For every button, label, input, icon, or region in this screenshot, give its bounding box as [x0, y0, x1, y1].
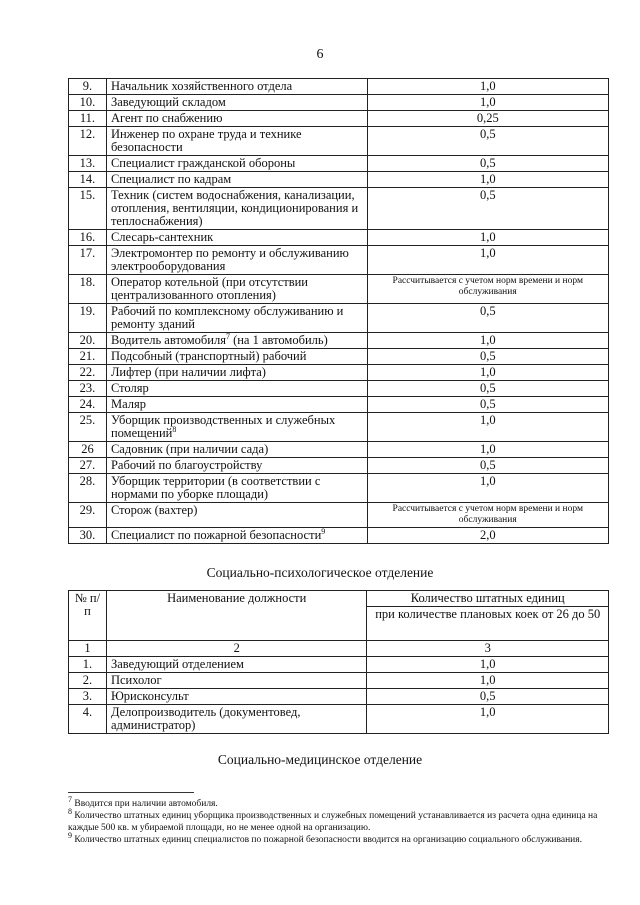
column-number-1: 1 — [69, 641, 107, 657]
position-name-text: Оператор котельной (при отсутствии централизованного отопления) — [110, 275, 308, 302]
position-name-text: Лифтер (при наличии лифта) — [110, 365, 266, 379]
position-name-suffix: (на 1 автомобиль) — [229, 333, 328, 347]
staff-units: 1,0 — [367, 79, 608, 95]
row-number: 19. — [69, 304, 107, 333]
header-planned-beds: при количестве плановых коек от 26 до 50 — [367, 607, 609, 641]
row-number: 30. — [69, 528, 107, 544]
position-name — [106, 304, 367, 333]
row-number: 14. — [69, 172, 107, 188]
position-name: Юрисконсульт — [106, 689, 367, 705]
table-row — [69, 246, 609, 275]
row-number: 11. — [69, 111, 107, 127]
table-row — [69, 172, 609, 188]
staff-units: 0,5 — [367, 397, 608, 413]
table-row — [69, 349, 609, 365]
position-name-text: Специалист по кадрам — [110, 172, 232, 186]
row-number: 4. — [69, 705, 107, 734]
footnote-ref: 9 — [321, 526, 326, 536]
page-number: 6 — [316, 47, 324, 62]
position-name-text: Электромонтер по ремонту и обслуживанию электрооборудования — [110, 246, 349, 273]
staff-units: 0,5 — [367, 156, 608, 172]
row-number: 29. — [69, 503, 107, 528]
footnote-ref: 7 — [225, 331, 230, 341]
staff-units: 1,0 — [367, 705, 609, 734]
table-row — [69, 156, 609, 172]
table-row — [69, 365, 609, 381]
footnote-text: Количество штатных единиц уборщика производственных и служебных помещений устанавливается из расчета одна единица на каждые 500 кв. м убираемой площади, но не менее одной на организацию. — [68, 811, 598, 833]
position-name-text: Агент по снабжению — [110, 111, 223, 125]
footnote-divider — [68, 792, 194, 793]
table-row — [69, 230, 609, 246]
position-name — [106, 381, 367, 397]
table-row — [69, 333, 609, 349]
row-number: 18. — [69, 275, 107, 304]
position-name-text: Сторож (вахтер) — [110, 503, 198, 517]
position-name-text: Рабочий по благоустройству — [110, 458, 263, 472]
staff-units: 1,0 — [367, 95, 608, 111]
position-name — [106, 365, 367, 381]
staff-units: 2,0 — [367, 528, 608, 544]
staff-units: 1,0 — [367, 172, 608, 188]
table-row — [69, 397, 609, 413]
row-number: 12. — [69, 127, 107, 156]
position-name — [106, 528, 367, 544]
table-row — [69, 111, 609, 127]
position-name-text: Рабочий по комплексному обслуживанию и ремонту зданий — [110, 304, 344, 331]
position-name — [106, 458, 367, 474]
table-row — [69, 442, 609, 458]
table-row — [69, 304, 609, 333]
row-number: 26 — [69, 442, 107, 458]
row-number: 22. — [69, 365, 107, 381]
position-name: Психолог — [106, 673, 367, 689]
section-heading-social-psychological: Социально-психологическое отделение — [206, 565, 434, 580]
header-staff-quantity: Количество штатных единиц — [367, 591, 609, 607]
position-name — [106, 503, 367, 528]
staff-units: 0,5 — [367, 381, 608, 397]
row-number: 17. — [69, 246, 107, 275]
position-name — [106, 246, 367, 275]
table-row — [69, 474, 609, 503]
position-name — [106, 111, 367, 127]
row-number: 16. — [69, 230, 107, 246]
staff-units: 1,0 — [367, 474, 608, 503]
position-name-text: Начальник хозяйственного отдела — [110, 79, 293, 93]
position-name: Заведующий отделением — [106, 657, 367, 673]
position-name-text: Уборщик территории (в соответствии с нормами по уборке площади) — [110, 474, 321, 501]
position-name — [106, 172, 367, 188]
position-name-text: Слесарь-сантехник — [110, 230, 214, 244]
staff-units: Рассчитывается с учетом норм времени и норм обслуживания — [367, 503, 608, 528]
staff-units: 1,0 — [367, 230, 608, 246]
table-row — [69, 79, 609, 95]
footnote-text: Вводится при наличии автомобиля. — [72, 799, 218, 809]
column-number-3: 3 — [367, 641, 609, 657]
row-number: 21. — [69, 349, 107, 365]
position-name — [106, 127, 367, 156]
staff-units: 0,5 — [367, 689, 609, 705]
staff-table-continued — [68, 78, 609, 544]
table-row — [69, 275, 609, 304]
row-number: 25. — [69, 413, 107, 442]
position-name-text: Подсобный (транспортный) рабочий — [110, 349, 307, 363]
staff-units: 0,25 — [367, 111, 608, 127]
position-name — [106, 349, 367, 365]
position-name-text: Водитель автомобиля — [110, 333, 226, 347]
position-name-text: Столяр — [110, 381, 149, 395]
row-number: 15. — [69, 188, 107, 230]
header-number: № п/п — [69, 591, 107, 641]
position-name — [106, 156, 367, 172]
staff-units: 1,0 — [367, 442, 608, 458]
staff-units: 0,5 — [367, 127, 608, 156]
table-row — [69, 657, 609, 673]
header-position-name: Наименование должности — [106, 591, 367, 641]
staff-units: 1,0 — [367, 333, 608, 349]
footnote — [68, 830, 608, 846]
table-row — [69, 381, 609, 397]
row-number: 27. — [69, 458, 107, 474]
row-number: 23. — [69, 381, 107, 397]
position-name — [106, 188, 367, 230]
table-row — [69, 127, 609, 156]
row-number: 3. — [69, 689, 107, 705]
footnote — [68, 794, 608, 810]
row-number: 28. — [69, 474, 107, 503]
footnote-text: Количество штатных единиц специалистов по пожарной безопасности вводится на организацию социального обслуживания. — [72, 835, 582, 845]
position-name-text: Техник (систем водоснабжения, канализации, отопления, вентиляции, кондиционирования и теплоснабжения) — [110, 188, 359, 228]
table-row — [69, 673, 609, 689]
staff-units: 1,0 — [367, 657, 609, 673]
table-row — [69, 528, 609, 544]
position-name — [106, 474, 367, 503]
table-row — [69, 95, 609, 111]
footnote-mark: 8 — [68, 806, 72, 816]
table-row — [69, 689, 609, 705]
staff-units: 1,0 — [367, 413, 608, 442]
table-row — [69, 705, 609, 734]
staff-units: 1,0 — [367, 673, 609, 689]
staff-units: 0,5 — [367, 349, 608, 365]
position-name: Делопроизводитель (документовед, администратор) — [106, 705, 367, 734]
row-number: 1. — [69, 657, 107, 673]
position-name — [106, 442, 367, 458]
position-name-text: Садовник (при наличии сада) — [110, 442, 269, 456]
staff-units: 1,0 — [367, 246, 608, 275]
footnote — [68, 806, 608, 834]
section-heading-social-medical: Социально-медицинское отделение — [217, 752, 423, 767]
position-name — [106, 95, 367, 111]
footnotes — [68, 794, 608, 846]
row-number: 10. — [69, 95, 107, 111]
row-number: 24. — [69, 397, 107, 413]
position-name — [106, 79, 367, 95]
social-psychological-staff-table — [68, 590, 609, 734]
position-name-text: Уборщик производственных и служебных помещений — [110, 413, 336, 440]
position-name-text: Специалист гражданской обороны — [110, 156, 296, 170]
position-name — [106, 275, 367, 304]
position-name-text: Заведующий складом — [110, 95, 226, 109]
staff-units: 0,5 — [367, 304, 608, 333]
column-number-2: 2 — [106, 641, 367, 657]
table-row — [69, 413, 609, 442]
table-row — [69, 458, 609, 474]
row-number: 9. — [69, 79, 107, 95]
position-name — [106, 397, 367, 413]
footnote-ref: 8 — [172, 424, 177, 434]
row-number: 2. — [69, 673, 107, 689]
table-row — [69, 503, 609, 528]
staff-units: 1,0 — [367, 365, 608, 381]
staff-units: Рассчитывается с учетом норм времени и норм обслуживания — [367, 275, 608, 304]
position-name-text: Специалист по пожарной безопасности — [110, 528, 322, 542]
staff-units: 0,5 — [367, 458, 608, 474]
position-name-text: Маляр — [110, 397, 146, 411]
position-name — [106, 230, 367, 246]
position-name — [106, 413, 367, 442]
footnote-mark: 9 — [68, 830, 72, 840]
row-number: 20. — [69, 333, 107, 349]
position-name-text: Инженер по охране труда и технике безопасности — [110, 127, 302, 154]
position-name — [106, 333, 367, 349]
footnote-mark: 7 — [68, 794, 72, 804]
row-number: 13. — [69, 156, 107, 172]
staff-units: 0,5 — [367, 188, 608, 230]
table-row — [69, 188, 609, 230]
